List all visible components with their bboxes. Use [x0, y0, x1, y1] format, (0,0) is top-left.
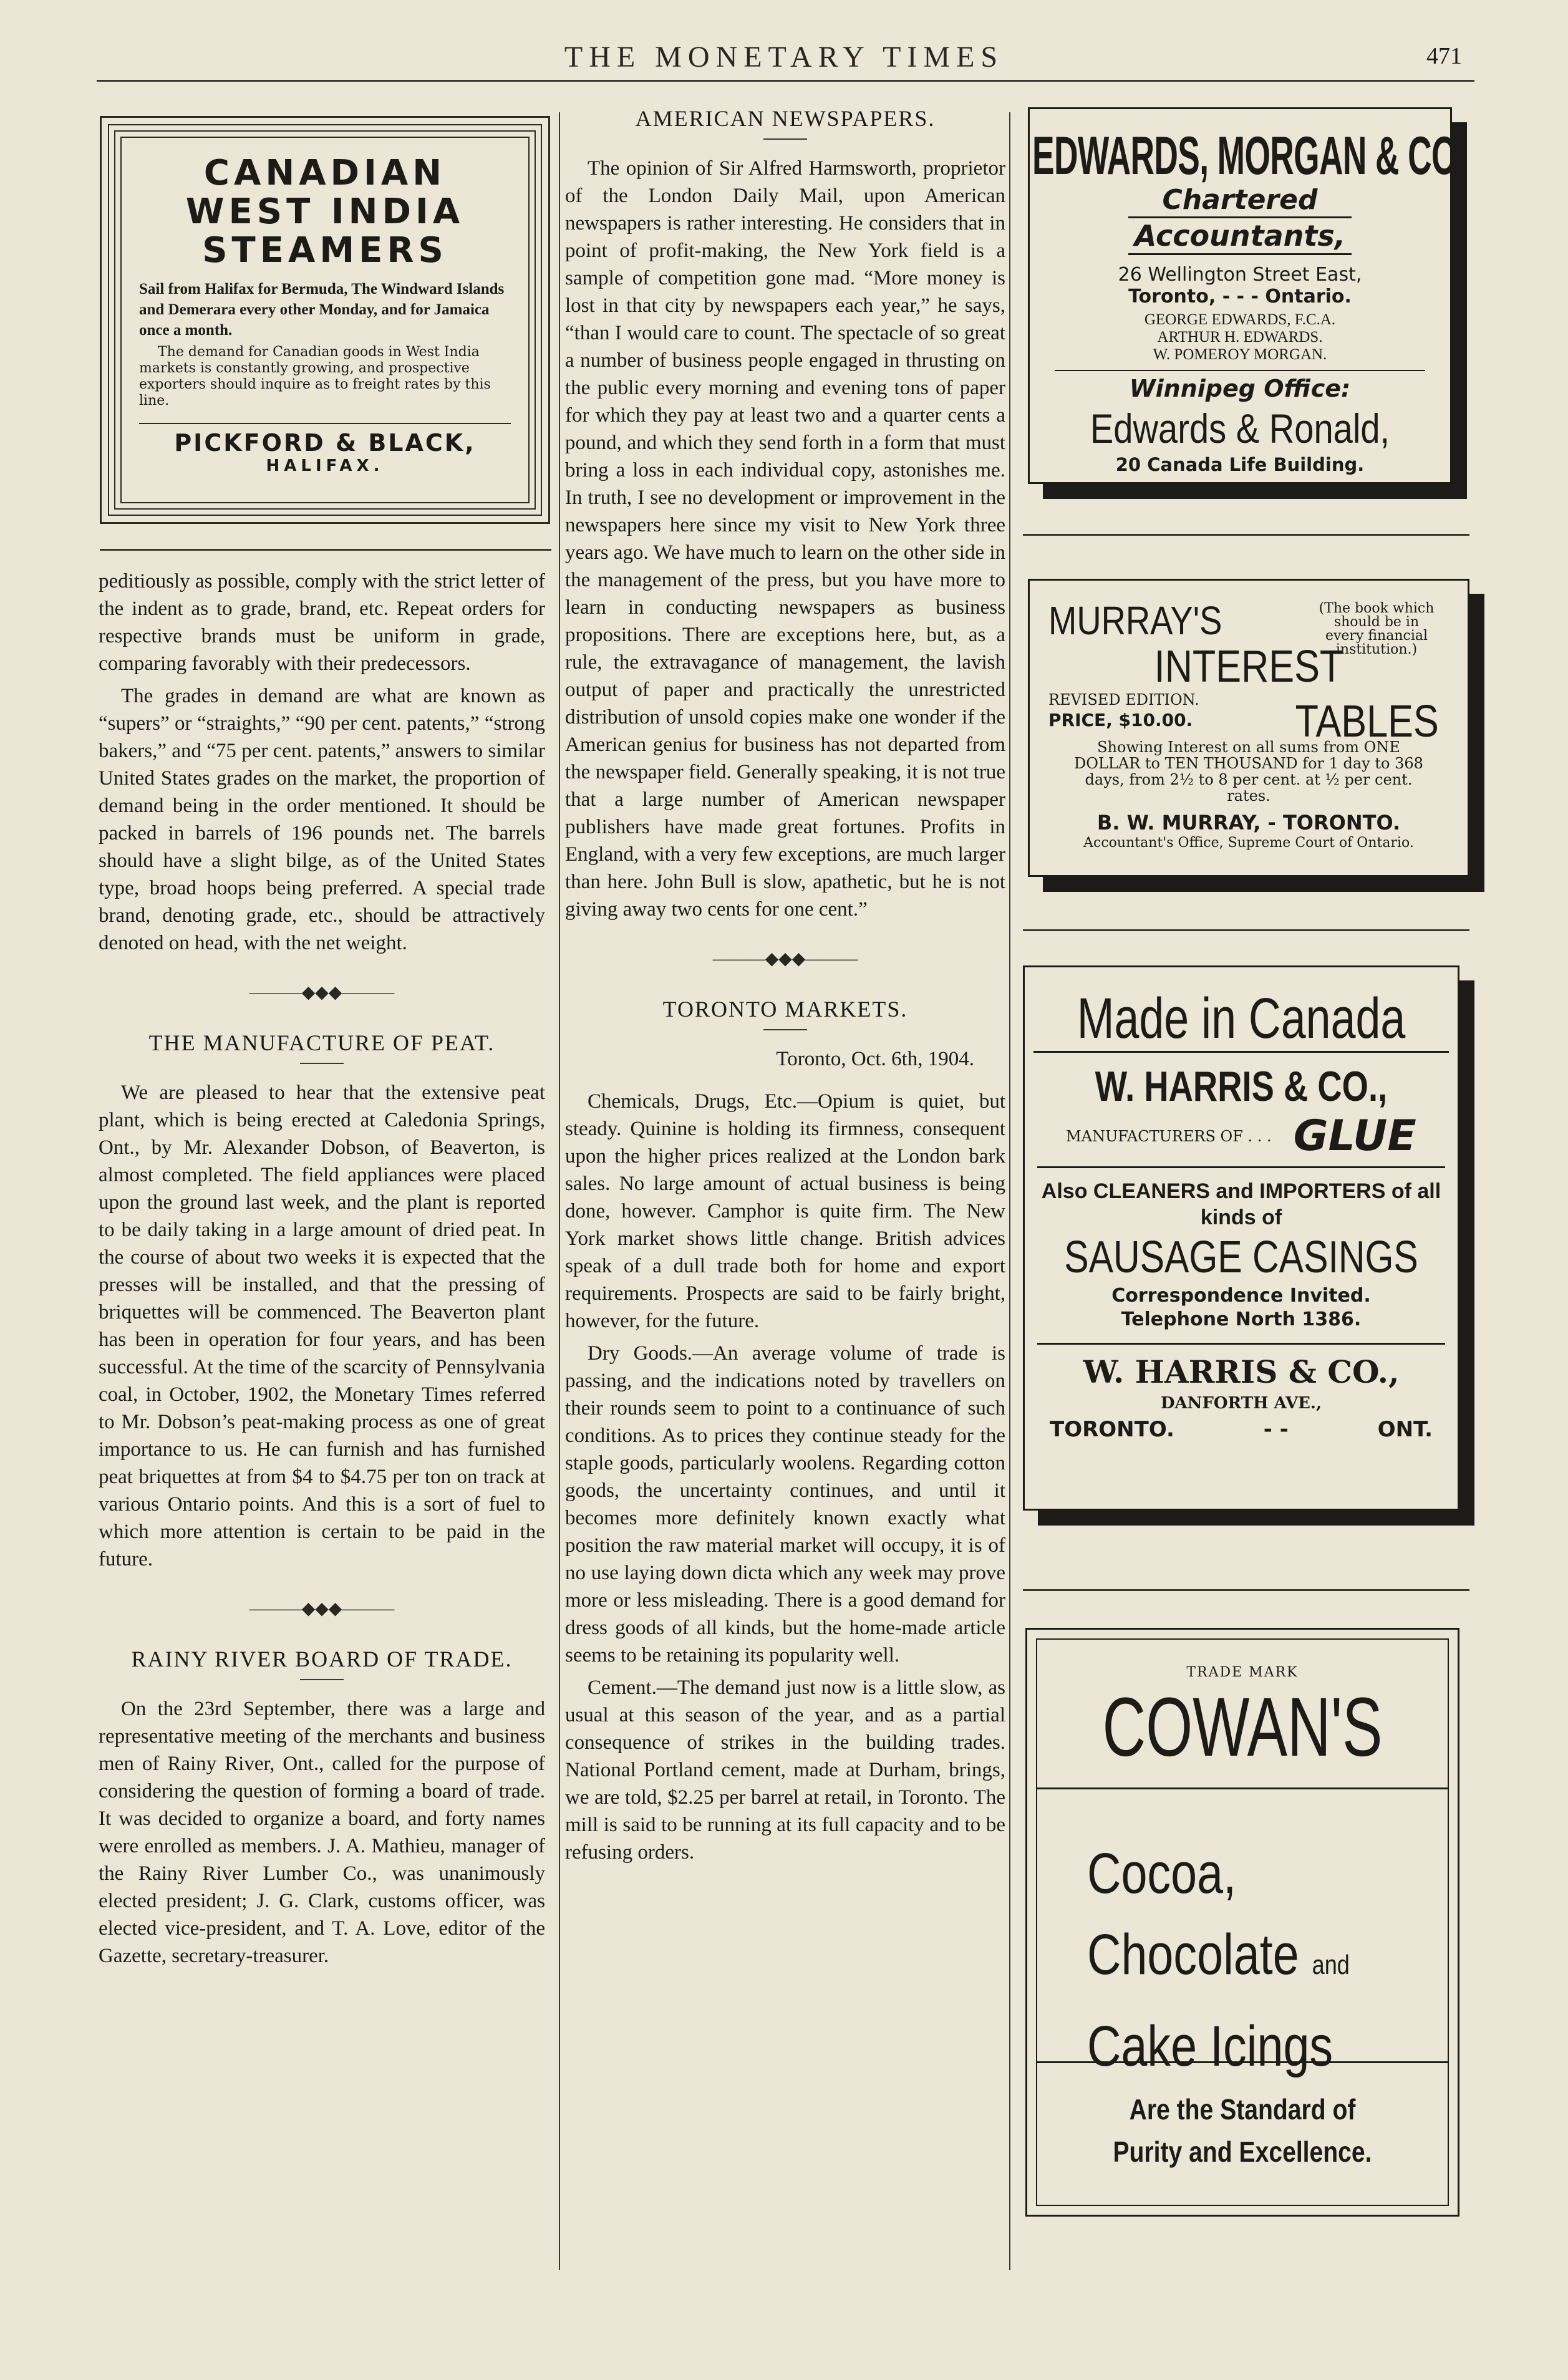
article-paragraph: We are pleased to hear that the extensive peat plant, which is being erected at Caledonia Springs, Ont., by Mr. Alexander Dobson, of Beaverton, is almost completed. The field appliances were placed upon the ground last week, and the plant is reported to be daily taking in a large amount of dried peat. In the course of about two weeks it is expected that the presses will be installed, and that the pressing of briquettes will be commenced. The Beaverton plant has been in operation for four years, and has been successful. At the time of the scarcity of Pennsylvania coal, in October, 1902, the Monetary Times referred to Mr. Dobson’s peat-making process as one of great importance to us. He can furnish and has furnished peat briquettes at from $4 to $4.75 per ton on track at various Ontario points. And this is a sort of fuel to which more attention is certain to be paid in the future.	[99, 1081, 545, 1570]
ad-firm-name: EDWARDS, MORGAN & CO.	[1032, 126, 1466, 186]
ad-text: Correspondence Invited.	[1111, 1285, 1371, 1307]
ad-branch-firm: Edwards & Ronald,	[1090, 405, 1390, 452]
ad-edwards-morgan	[1028, 107, 1466, 484]
ad-subtitle: Chartered	[1162, 184, 1318, 216]
ad-separator-rule	[1023, 929, 1469, 931]
ad-publisher: B. W. MURRAY, - TORONTO.	[1096, 811, 1401, 834]
ad-product	[1087, 1914, 1350, 2006]
ad-products	[1087, 1833, 1407, 2087]
ad-murrays-interest-tables	[1028, 579, 1469, 877]
ad-tagline	[1037, 2061, 1448, 2205]
ad-partner: ARTHUR H. EDWARDS.	[1157, 329, 1323, 346]
ad-separator-rule	[100, 549, 551, 551]
ad-headline: STEAMERS	[202, 230, 448, 271]
ad-headline: Made in Canada	[1033, 986, 1449, 1053]
ad-partner: W. POMEROY MORGAN.	[1153, 346, 1327, 363]
ad-product: GLUE	[1293, 1111, 1416, 1161]
ad-product: SAUSAGE CASINGS	[1064, 1232, 1418, 1282]
ad-note: (The book which should be in every financial institution.)	[1319, 601, 1435, 657]
ad-description: Showing Interest on all sums from ONE DOLLAR to TEN THOUSAND for 1 day to 368 days, from 2½ to 8 per cent. at ½ per cent. rates.	[1074, 738, 1423, 805]
ad-label: MANUFACTURERS OF . . .	[1066, 1128, 1272, 1145]
ad-cowans	[1025, 1628, 1459, 2217]
ad-subtitle: Accountants,	[1128, 216, 1352, 255]
market-paragraph: Chemicals, Drugs, Etc.—Opium is quiet, but steady. Quinine is holding its firmness, consequent upon the higher prices realized at the London bark sales. No large amount of actual business is being done, however. Camphor is quite firm. The New York market shows little change. British advices speak of a dull trade both for home and export requirements. Prospects are said to be fairly bright, however, for the future.	[565, 1090, 1005, 1332]
ad-separator-rule	[1023, 1589, 1469, 1591]
header-rule	[97, 80, 1474, 82]
ad-tagline-line: Are the Standard of	[1129, 2093, 1356, 2126]
ad-address: 26 Wellington Street East,	[1118, 264, 1362, 286]
ad-product-name: Chocolate	[1087, 1923, 1299, 1986]
ad-firm-name: PICKFORD & BLACK,	[174, 429, 476, 457]
ad-branch-address: 20 Canada Life Building.	[1115, 454, 1365, 475]
article-paragraph: The grades in demand are what are known as “supers” or “straights,” “90 per cent. patents,” “strong bakers,” and “75 per cent. patents,” answers to similar United States grades on the market, the proportion of demand being in the order mentioned. It should be packed in barrels of 196 pounds net. The barrels should have a slight bilge, as of the United States type, broad hoops being preferred. A special trade brand, denoting grade, etc., should be attractively denoted on head, with the net weight.	[99, 685, 545, 954]
article-paragraph: The opinion of Sir Alfred Harmsworth, proprietor of the London Daily Mail, upon American newspapers is rather interesting. He considers that in point of profit-making, the New York field is a sample of competition gone mad. “More money is lost in that city by newspapers each year,” he says, “than I would care to count. The spectacle of so great a number of business people engaged in thrusting on the public every morning and evening tons of paper for which they pay at least two and a quarter cents a pound, and which they send forth in a form that must bring a loss in each individual copy, astonishes me. In truth, I see no development or improvement in the newspapers here since my visit to New York three years ago. We have much to learn on the other side in the management of the press, but you have more to learn in conducting newspapers as business propositions. There are exceptions here, but, as a rule, the extravagance of management, the lavish output of paper and practically the unrestricted distribution of unsold copies make one wonder if the American genius for business has not departed from the newspaper field. Generally speaking, it is not true that a large number of American newspaper publishers have made great fortunes. Profits in England, with a very few exceptions, are much larger than here. John Bull is slow, apathetic, but he is not giving away two cents for one cent.”	[565, 157, 1006, 921]
ad-telephone: Telephone North 1386.	[1121, 1309, 1362, 1330]
ad-logo	[1037, 1665, 1448, 1789]
ad-text: Also CLEANERS and IMPORTERS of all kinds of	[1041, 1179, 1441, 1229]
ad-address: Toronto, - - - Ontario.	[1128, 286, 1352, 307]
article-heading-rainy-river: RAINY RIVER BOARD OF TRADE.	[131, 1647, 513, 1671]
article-paragraph: On the 23rd September, there was a large and representative meeting of the merchants and business men of Rainy River, Ont., called for the purpose of considering the question of forming a board of trade. It was decided to organize a board, and forty names were enrolled as members. J. A. Mathieu, manager of the Rainy River Lumber Co., was unanimously elected president; J. G. Clark, customs officer, was elected vice-president, and T. A. Love, editor of the Gazette, secretary-treasurer.	[99, 1698, 545, 1967]
article-heading-toronto-markets: TORONTO MARKETS.	[662, 997, 908, 1022]
ad-firm-city: HALIFAX.	[266, 457, 384, 475]
dateline: Toronto, Oct. 6th, 1904.	[776, 1048, 974, 1070]
ad-separator-rule	[1023, 534, 1469, 536]
ad-title: INTEREST	[1154, 642, 1343, 692]
ad-city: TORONTO.	[1050, 1417, 1174, 1442]
ad-w-harris	[1023, 965, 1459, 1511]
ad-address: DANFORTH AVE.,	[1160, 1394, 1322, 1413]
article-heading-american-newspapers: AMERICAN NEWSPAPERS.	[635, 106, 936, 131]
page-number: 471	[1426, 43, 1462, 69]
ad-edition: REVISED EDITION.	[1048, 691, 1199, 709]
masthead-title: THE MONETARY TIMES	[564, 41, 1004, 74]
article-heading-peat: THE MANUFACTURE OF PEAT.	[148, 1030, 495, 1055]
ad-demand-text: The demand for Canadian goods in West India markets is constantly growing, and prospective exporters should inquire as to freight rates by this line.	[139, 344, 491, 409]
section-ornament: ———◆◆◆———	[249, 983, 395, 1002]
ad-city-row	[1037, 1416, 1445, 1443]
ad-product: Cake Icings	[1087, 2015, 1333, 2078]
column-divider-2	[1009, 112, 1010, 2270]
ad-partner: GEORGE EDWARDS, F.C.A.	[1144, 311, 1336, 328]
ad-province: ONT.	[1377, 1417, 1433, 1442]
section-ornament: ———◆◆◆———	[249, 1599, 395, 1618]
ad-title: MURRAY'S	[1048, 598, 1222, 643]
ad-conjunction: and	[1312, 1950, 1350, 1980]
page-header	[0, 40, 1568, 84]
column-2	[559, 100, 1005, 1871]
ad-headline: WEST INDIA	[185, 191, 465, 232]
ad-firm-name: W. HARRIS & CO.,	[1083, 1353, 1400, 1390]
column-1	[99, 568, 545, 1975]
market-paragraph: Cement.—The demand just now is a little slow, as usual at this season of the year, and as a partial consequence of strikes in the building trades. National Portland cement, made at Durham, brings, we are told, $2.25 per barrel at retail, in Toronto. The mill is said to be running at its full capacity and to be refusing orders.	[565, 1676, 1005, 1864]
ad-canadian-west-india-steamers	[100, 116, 550, 524]
ad-tagline-line: Purity and Excellence.	[1113, 2136, 1372, 2168]
ad-sailing-text: Sail from Halifax for Bermuda, The Windward Islands and Demerara every other Monday, and for Jamaica once a month.	[139, 281, 505, 339]
ad-title: TABLES	[1295, 697, 1439, 747]
ad-brand: COWAN'S	[1102, 1681, 1383, 1774]
ad-publisher-office: Accountant's Office, Supreme Court of Ontario.	[1083, 835, 1414, 851]
ad-price: PRICE, $10.00.	[1048, 710, 1193, 730]
market-paragraph: Dry Goods.—An average volume of trade is passing, and the indications noted by travellers on their rounds seem to point to a continuance of such conditions. As to prices they continue steady for the staple goods, particularly woolens. Regarding cotton goods, the uncertainty continues, and until it becomes more definitely known exactly what position the raw material market will occupy, it is of no use laying down dicta which any week may prove more or less misleading. There is a good demand for dress goods of all kinds, but the home-made article seems to be retaining its popularity well.	[565, 1342, 1005, 1666]
ad-product: Cocoa,	[1087, 1842, 1237, 1905]
article-paragraph: peditiously as possible, comply with the strict letter of the indent as to grade, brand, etc. Repeat orders for respective brands must be uniform in grade, comparing favorably with their predecessors.	[99, 570, 545, 675]
ad-dash: - -	[1263, 1417, 1289, 1442]
ad-branch-label: Winnipeg Office:	[1055, 370, 1425, 404]
ad-headline: CANADIAN	[203, 153, 447, 193]
section-ornament: ———◆◆◆———	[712, 949, 858, 969]
ad-firm-name: W. HARRIS & CO.,	[1095, 1063, 1388, 1110]
trademark-label: TRADE MARK	[1186, 1665, 1299, 1680]
